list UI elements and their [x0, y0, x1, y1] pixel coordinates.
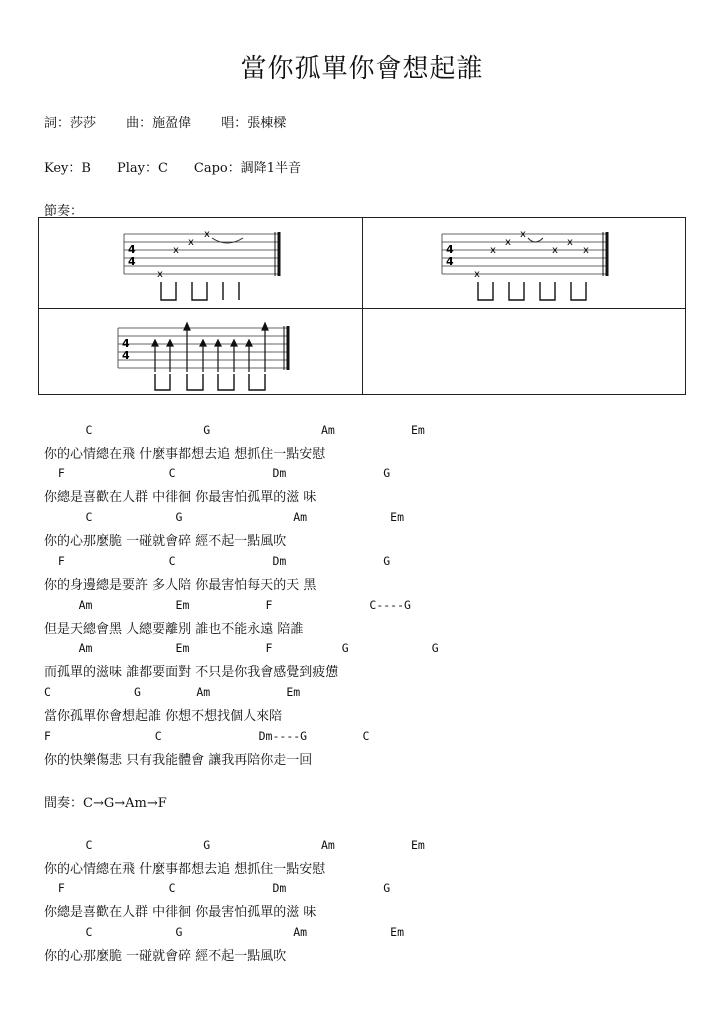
strum-x-icon: x: [583, 245, 589, 256]
strum-x-icon: x: [157, 269, 163, 280]
lyric-line: 而孤單的滋味 誰都要面對 不只是你我會感覺到疲憊: [44, 665, 339, 680]
strum-x-icon: x: [520, 229, 526, 240]
rhythm-pattern-table: [38, 217, 686, 395]
strum-x-icon: x: [474, 269, 480, 280]
time-signature-bottom: 4: [446, 255, 454, 268]
lyric-line: 你的心那麼脆 一碰就會碎 經不起一點風吹: [44, 534, 287, 549]
rhythm-pattern-2: [437, 226, 617, 306]
rhythm-label: 節奏：: [44, 204, 84, 219]
chord-line: F C Dm G: [44, 554, 391, 568]
lyric-line: 你總是喜歡在人群 中徘徊 你最害怕孤單的滋 味: [44, 490, 317, 505]
chord-line: F C Dm G: [44, 881, 391, 895]
interlude-line: 間奏：C→G→Am→F: [44, 796, 167, 811]
table-divider-horizontal: [39, 308, 685, 309]
strum-x-icon: x: [173, 245, 179, 256]
song-title: 當你孤單你會想起誰: [240, 54, 484, 84]
lyric-line: 當你孤單你會想起誰 你想不想找個人來陪: [44, 709, 283, 724]
time-signature-bottom: 4: [122, 349, 130, 362]
strum-x-icon: x: [188, 237, 194, 248]
time-signature-top: 4: [122, 337, 130, 350]
lyric-line: 你的心情總在飛 什麼事都想去追 想抓住一點安慰: [44, 862, 326, 877]
lyric-line: 你的身邊總是要許 多人陪 你最害怕每天的天 黑: [44, 578, 317, 593]
strum-x-icon: x: [505, 237, 511, 248]
tie-arc-icon: [528, 238, 543, 242]
lyric-line: 你的心那麼脆 一碰就會碎 經不起一點風吹: [44, 949, 287, 964]
strum-x-icon: x: [567, 237, 573, 248]
time-signature-top: 4: [128, 243, 136, 256]
chord-line: C G Am Em: [44, 510, 405, 524]
lyric-line: 你的快樂傷悲 只有我能體會 讓我再陪你走一回: [44, 753, 313, 768]
chord-line: C G Am Em: [44, 838, 425, 852]
chord-line: F C Dm G: [44, 466, 391, 480]
chord-line: Am Em F C----G: [44, 598, 411, 612]
key-line: Key：B Play：C Capo：調降1半音: [44, 161, 302, 176]
strum-x-icon: x: [204, 229, 210, 240]
table-divider-vertical: [362, 218, 363, 394]
lyric-line: 你的心情總在飛 什麼事都想去追 想抓住一點安慰: [44, 447, 326, 462]
chord-line: C G Am Em: [44, 423, 425, 437]
chord-line: F C Dm----G C: [44, 729, 370, 743]
lyric-line: 但是天總會黑 人總要離別 誰也不能永遠 陪誰: [44, 622, 304, 637]
time-signature-top: 4: [446, 243, 454, 256]
rhythm-pattern-3: [113, 314, 293, 394]
chord-line: C G Am Em: [44, 925, 405, 939]
time-signature-bottom: 4: [128, 255, 136, 268]
credits-line: 詞：莎莎 曲：施盈偉 唱：張棟樑: [44, 116, 287, 131]
chord-line: C G Am Em: [44, 685, 301, 699]
rhythm-pattern-1: [119, 226, 289, 306]
lyric-line: 你總是喜歡在人群 中徘徊 你最害怕孤單的滋 味: [44, 905, 317, 920]
strum-x-icon: x: [490, 245, 496, 256]
chord-line: Am Em F G G: [44, 641, 439, 655]
strum-x-icon: x: [552, 245, 558, 256]
